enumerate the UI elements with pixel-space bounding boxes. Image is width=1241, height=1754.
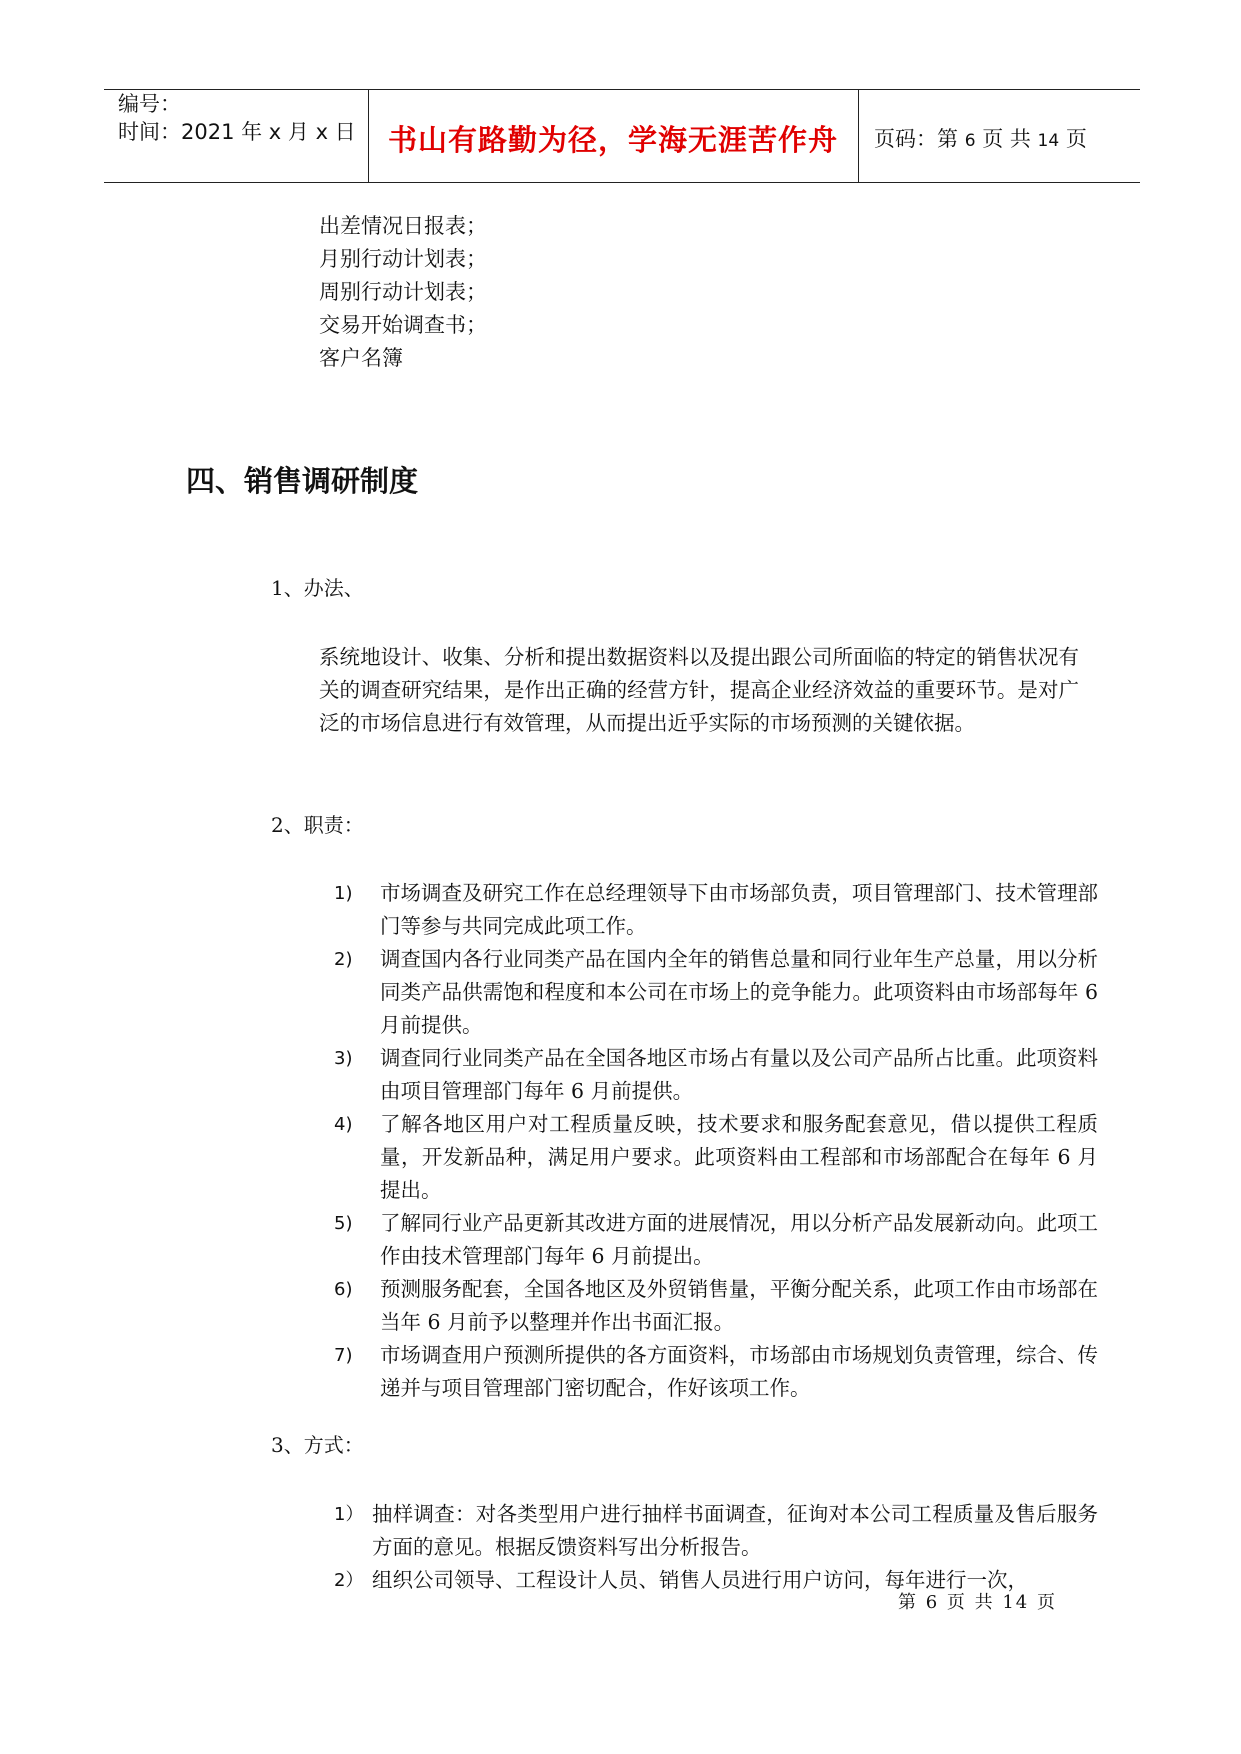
page-footer: 第 6 页 共 14 页 (898, 1592, 1057, 1613)
duty-number: 6) (334, 1279, 353, 1300)
duty-text: 了解各地区用户对工程质量反映，技术要求和服务配套意见，借以提供工程质量，开发新品种，满足用户要求。此项资料由工程部和市场部配合在每年 6 月提出。 (380, 1112, 1098, 1202)
duty-text: 调查同行业同类产品在全国各地区市场占有量以及公司产品所占比重。此项资料由项目管理部门每年 6 月前提供。 (380, 1046, 1098, 1103)
page-prefix: 页码：第 (874, 127, 965, 151)
duty-number: 2) (334, 949, 353, 970)
method-heading: 1、办法、 (271, 576, 364, 600)
header-motto: 书山有路勤为径，学海无涯苦作舟 (387, 123, 838, 157)
form-item: 交易开始调查书； (319, 313, 487, 337)
duty-number: 4) (334, 1114, 353, 1135)
header-meta (118, 90, 368, 146)
duty-text: 预测服务配套，全国各地区及外贸销售量，平衡分配关系，此项工作由市场部在当年 6 月前予以整理并作出书面汇报。 (380, 1277, 1098, 1334)
duties-list (334, 877, 1098, 1405)
way-number: 1） (334, 1504, 364, 1525)
duty-item (334, 943, 1098, 1042)
duty-number: 7) (334, 1345, 353, 1366)
method-paragraph: 系统地设计、收集、分析和提出数据资料以及提出跟公司所面临的特定的销售状况有关的调查研究结果，是作出正确的经营方针，提高企业经济效益的重要环节。是对广泛的市场信息进行有效管理，从而提出近乎实际的市场预测的关键依据。 (319, 645, 1079, 735)
way-number: 2） (334, 1570, 364, 1591)
duty-text: 市场调查用户预测所提供的各方面资料，市场部由市场规划负责管理，综合、传递并与项目管理部门密切配合，作好该项工作。 (380, 1343, 1098, 1400)
way-text: 组织公司领导、工程设计人员、销售人员进行用户访问，每年进行一次， (372, 1568, 1028, 1592)
form-item: 客户名簿 (319, 346, 403, 370)
duties-heading: 2、职责： (271, 813, 364, 837)
page-mid: 页 共 (975, 127, 1038, 151)
duty-text: 市场调查及研究工作在总经理领导下由市场部负责，项目管理部门、技术管理部门等参与共同完成此项工作。 (380, 881, 1098, 938)
duty-text: 调查国内各行业同类产品在国内全年的销售总量和同行业年生产总量，用以分析同类产品供需饱和程度和本公司在市场上的竞争能力。此项资料由市场部每年 6 月前提供。 (380, 947, 1098, 1037)
form-item: 出差情况日报表； (319, 214, 487, 238)
header-page-indicator (874, 123, 1087, 153)
way-text: 抽样调查：对各类型用户进行抽样书面调查，征询对本公司工程质量及售后服务方面的意见。根据反馈资料写出分析报告。 (372, 1502, 1098, 1559)
document-time: 时间：2021 年 x 月 x 日 (118, 120, 356, 144)
page-header (104, 89, 1140, 183)
duty-item (334, 1273, 1098, 1339)
duty-item (334, 1207, 1098, 1273)
section-title: 四、销售调研制度 (186, 464, 419, 498)
duty-item (334, 1339, 1098, 1405)
page-number: 6 (964, 131, 976, 151)
page-total: 14 (1037, 131, 1060, 151)
ways-heading: 3、方式： (271, 1433, 364, 1457)
duty-number: 3) (334, 1048, 353, 1069)
document-number-label: 编号： (118, 92, 181, 116)
form-item: 月别行动计划表； (319, 247, 487, 271)
duty-number: 1) (334, 883, 353, 904)
ways-list (334, 1498, 1098, 1597)
header-divider (858, 90, 859, 182)
duty-number: 5) (334, 1213, 353, 1234)
page-suffix: 页 (1059, 127, 1087, 151)
duty-text: 了解同行业产品更新其改进方面的进展情况，用以分析产品发展新动向。此项工作由技术管理部门每年 6 月前提出。 (380, 1211, 1098, 1268)
forms-list (319, 210, 487, 375)
duty-item (334, 877, 1098, 943)
form-item: 周别行动计划表； (319, 280, 487, 304)
duty-item (334, 1042, 1098, 1108)
way-item (334, 1498, 1098, 1564)
duty-item (334, 1108, 1098, 1207)
